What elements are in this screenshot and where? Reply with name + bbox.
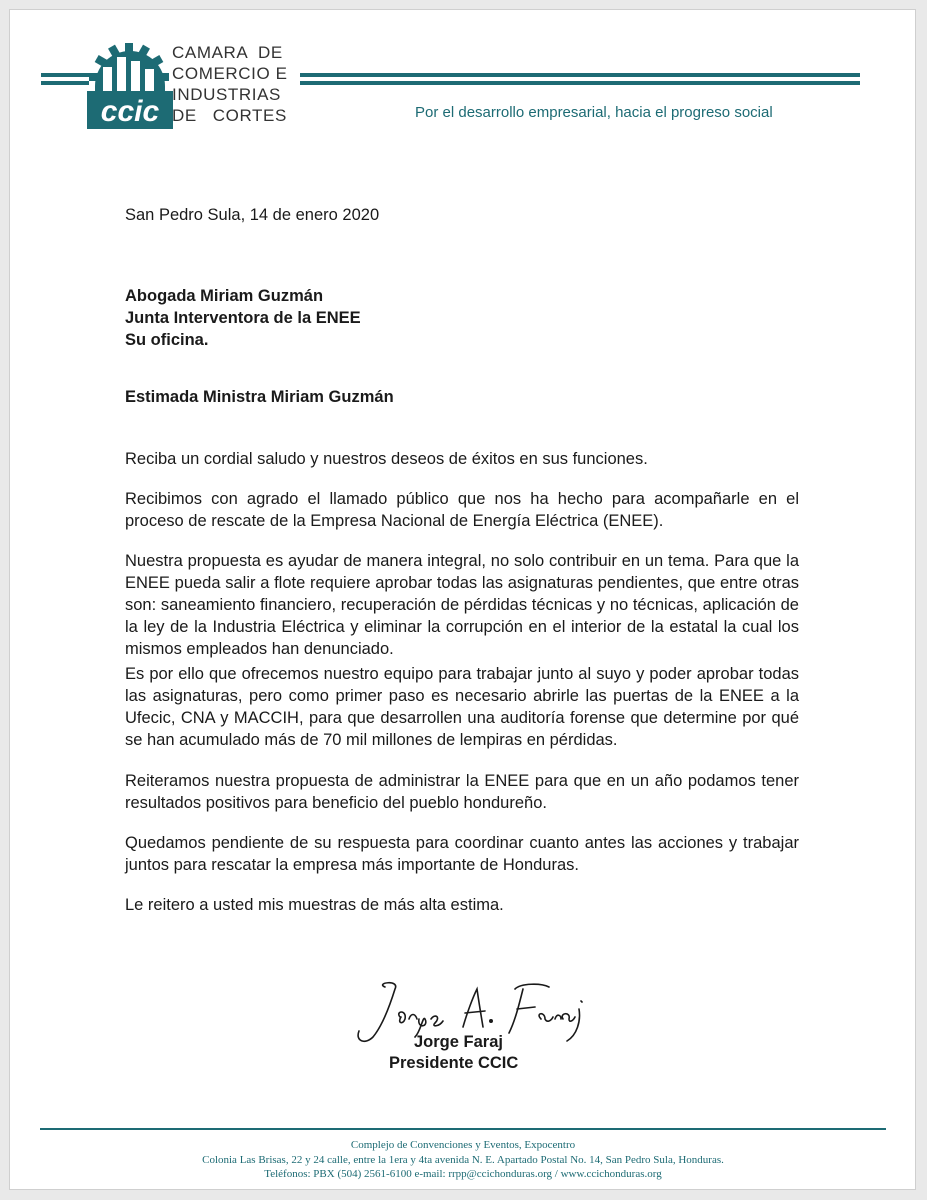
- signer-name: Jorge Faraj: [414, 1033, 503, 1051]
- paragraph: Le reitero a usted mis muestras de más alta estima.: [125, 896, 504, 914]
- letter-date: San Pedro Sula, 14 de enero 2020: [125, 206, 380, 224]
- paragraph: Es por ello que ofrecemos nuestro equipo para trabajar junto al suyo y poder aprobar todas las asignaturas, pero como primer paso es necesario abrirle las puertas de la ENEE a la Ufecic, CNA y MACCIH, para que desarrollen una auditoría forense que determine por qué se han acumulado más de 70 mil millones de lempiras en pérdidas.: [125, 665, 799, 749]
- footer-line: Teléfonos: PBX (504) 2561-6100 e-mail: rrpp@ccichonduras.org / www.ccichonduras.org: [264, 1168, 662, 1180]
- footer-line: Colonia Las Brisas, 22 y 24 calle, entre la 1era y 4ta avenida N. E. Apartado Postal No. 14, San Pedro Sula, Honduras.: [202, 1153, 724, 1166]
- signer-block: [389, 1032, 518, 1074]
- tagline: Por el desarrollo empresarial, hacia el progreso social: [415, 104, 773, 121]
- signer-title: Presidente CCIC: [389, 1054, 519, 1072]
- salutation: Estimada Ministra Miriam Guzmán: [125, 388, 394, 406]
- recipient-line: Abogada Miriam Guzmán: [125, 287, 324, 305]
- recipient-block: [125, 285, 799, 351]
- ccic-logo: [85, 41, 175, 131]
- paragraph: Reiteramos nuestra propuesta de administrar la ENEE para que en un año podamos tener resultados positivos para beneficio del pueblo hondureño.: [125, 772, 799, 812]
- footer-line: Complejo de Convenciones y Eventos, Expocentro: [350, 1139, 576, 1151]
- org-name-line: INDUSTRIAS: [172, 85, 281, 104]
- footer-rule: [40, 1128, 886, 1130]
- paragraph: Nuestra propuesta es ayudar de manera integral, no solo contribuir en un tema. Para que la ENEE pueda salir a flote requiere aprobar todas las asignaturas pendientes, que entre otras son: saneamiento financiero, recuperación de pérdidas técnicas y no técnicas, aplicación de la ley de la Industria Eléctrica y eliminar la corrupción en el interior de la estatal la cual los mismos empleados han denunciado.: [125, 552, 799, 658]
- header-rule-right-top: [300, 73, 860, 77]
- header-rule-left-bottom: [41, 81, 89, 85]
- footer-address: [40, 1138, 886, 1182]
- letter-page: [9, 9, 916, 1190]
- org-name-line: COMERCIO E: [172, 64, 288, 83]
- recipient-line: Su oficina.: [125, 331, 209, 349]
- logo-text: ccic: [100, 95, 160, 128]
- header-rule-left-top: [41, 73, 89, 77]
- paragraph: Quedamos pendiente de su respuesta para coordinar cuanto antes las acciones y trabajar juntos para rescatar la empresa más importante de Honduras.: [125, 834, 799, 874]
- org-name-line: CAMARA DE: [172, 43, 283, 62]
- paragraph: Recibimos con agrado el llamado público que nos ha hecho para acompañarle en el proceso de rescate de la Empresa Nacional de Energía Eléctrica (ENEE).: [125, 490, 799, 530]
- recipient-line: Junta Interventora de la ENEE: [125, 309, 361, 327]
- organization-name: [172, 42, 288, 126]
- paragraph: Reciba un cordial saludo y nuestros deseos de éxitos en sus funciones.: [125, 450, 648, 468]
- header-rule-right-bottom: [300, 81, 860, 85]
- org-name-line: DE CORTES: [172, 106, 287, 125]
